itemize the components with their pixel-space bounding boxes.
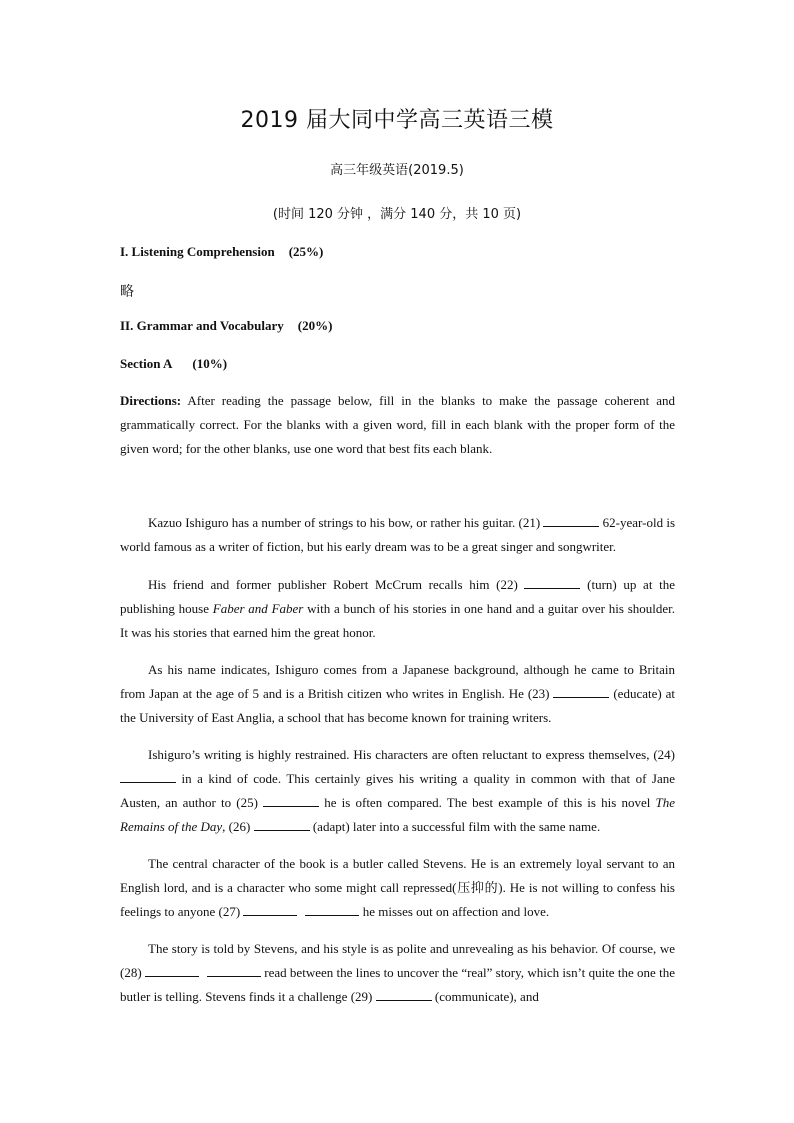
passage-paragraph-4 bbox=[120, 743, 675, 839]
grammar-heading bbox=[120, 318, 332, 334]
p2-text-d: with a bunch of his stories in one hand and a guitar over his shoulder. It was his stories that earned him the great honor. bbox=[120, 601, 675, 640]
passage-paragraph-5 bbox=[120, 852, 675, 924]
blank-26[interactable] bbox=[254, 819, 310, 831]
p1-text-a: Kazuo Ishiguro has a number of strings to his bow, or rather his guitar. (21) bbox=[148, 515, 544, 530]
blank-29[interactable] bbox=[376, 989, 432, 1001]
p5-text-a: The central character of the book is a butler called Stevens. He is an extremely loyal servant to an English lord, and is a character who some might call repressed(压抑的). He is not willing to confess his feelings to anyone (27) bbox=[120, 856, 675, 919]
section-a-percent: (10%) bbox=[192, 356, 228, 371]
listening-title: I. Listening Comprehension bbox=[120, 244, 275, 259]
blank-25[interactable] bbox=[263, 795, 319, 807]
page-title: 2019 届大同中学高三英语三模 bbox=[240, 108, 554, 133]
p2-text-a: His friend and former publisher Robert McCrum recalls him (22) bbox=[148, 577, 525, 592]
blank-23[interactable] bbox=[553, 686, 609, 698]
blank-22[interactable] bbox=[524, 577, 580, 589]
blank-21[interactable] bbox=[543, 515, 599, 527]
p6-text-c: (communicate), and bbox=[431, 989, 539, 1004]
section-a-title: Section A bbox=[120, 356, 173, 371]
blank-27[interactable] bbox=[243, 905, 359, 916]
directions-text: After reading the passage below, fill in the blanks to make the passage coherent and grammatically correct. For the blanks with a given word, fill in each blank with the proper form of the given word; for the other blanks, use one word that best fits each blank. bbox=[120, 393, 675, 456]
publisher-name: Faber and Faber bbox=[212, 601, 304, 616]
passage-paragraph-1 bbox=[120, 511, 675, 559]
blank-24[interactable] bbox=[120, 771, 176, 783]
listening-heading bbox=[120, 244, 323, 260]
exam-subtitle: 高三年级英语(2019.5) bbox=[330, 163, 464, 178]
passage-paragraph-2 bbox=[120, 573, 675, 645]
p3-text-b: (educate) at the University of East Anglia, a school that has become known for training writers. bbox=[120, 686, 675, 725]
blank-28[interactable] bbox=[145, 966, 261, 977]
grammar-title: II. Grammar and Vocabulary bbox=[120, 318, 284, 333]
p6-text-b: read between the lines to uncover the “real” story, which isn’t quite the one the butler is telling. Stevens finds it a challenge (29) bbox=[120, 965, 675, 1004]
passage-paragraph-3 bbox=[120, 658, 675, 730]
section-a-heading bbox=[120, 356, 227, 372]
p4-text-c: he is often compared. The best example of this is his novel bbox=[319, 795, 656, 810]
p4-text-a: Ishiguro’s writing is highly restrained. His characters are often reluctant to express themselves, (24) bbox=[148, 747, 675, 762]
p5-text-b: he misses out on affection and love. bbox=[359, 904, 550, 919]
listening-omitted: 略 bbox=[120, 284, 134, 300]
p1-text-b: 62-year-old is world famous as a writer of fiction, but his early dream was to be a great singer and songwriter. bbox=[120, 515, 675, 554]
novel-title: The Remains of the Day bbox=[120, 795, 675, 834]
directions-paragraph bbox=[120, 389, 675, 461]
exam-time-info: (时间 120 分钟 ，满分 140 分，共 10 页) bbox=[272, 207, 522, 222]
p4-text-f: (adapt) later into a successful film with the same name. bbox=[309, 819, 601, 834]
passage-paragraph-6 bbox=[120, 937, 675, 1009]
p2-text-b: (turn) up at the publishing house bbox=[120, 577, 675, 616]
p3-text-a: As his name indicates, Ishiguro comes from a Japanese background, although he came to Britain from Japan at the age of 5 and is a British citizen who writes in English. He (23) bbox=[120, 662, 675, 701]
p6-text-a: The story is told by Stevens, and his style is as polite and unrevealing as his behavior. Of course, we (28) bbox=[120, 941, 675, 980]
p4-text-e: , (26) bbox=[222, 819, 254, 834]
p4-text-b: in a kind of code. This certainly gives his writing a quality in common with that of Jane Austen, an author to (25) bbox=[120, 771, 675, 810]
grammar-percent: (20%) bbox=[297, 318, 333, 333]
directions-label: Directions: bbox=[120, 393, 182, 408]
listening-percent: (25%) bbox=[288, 244, 324, 259]
